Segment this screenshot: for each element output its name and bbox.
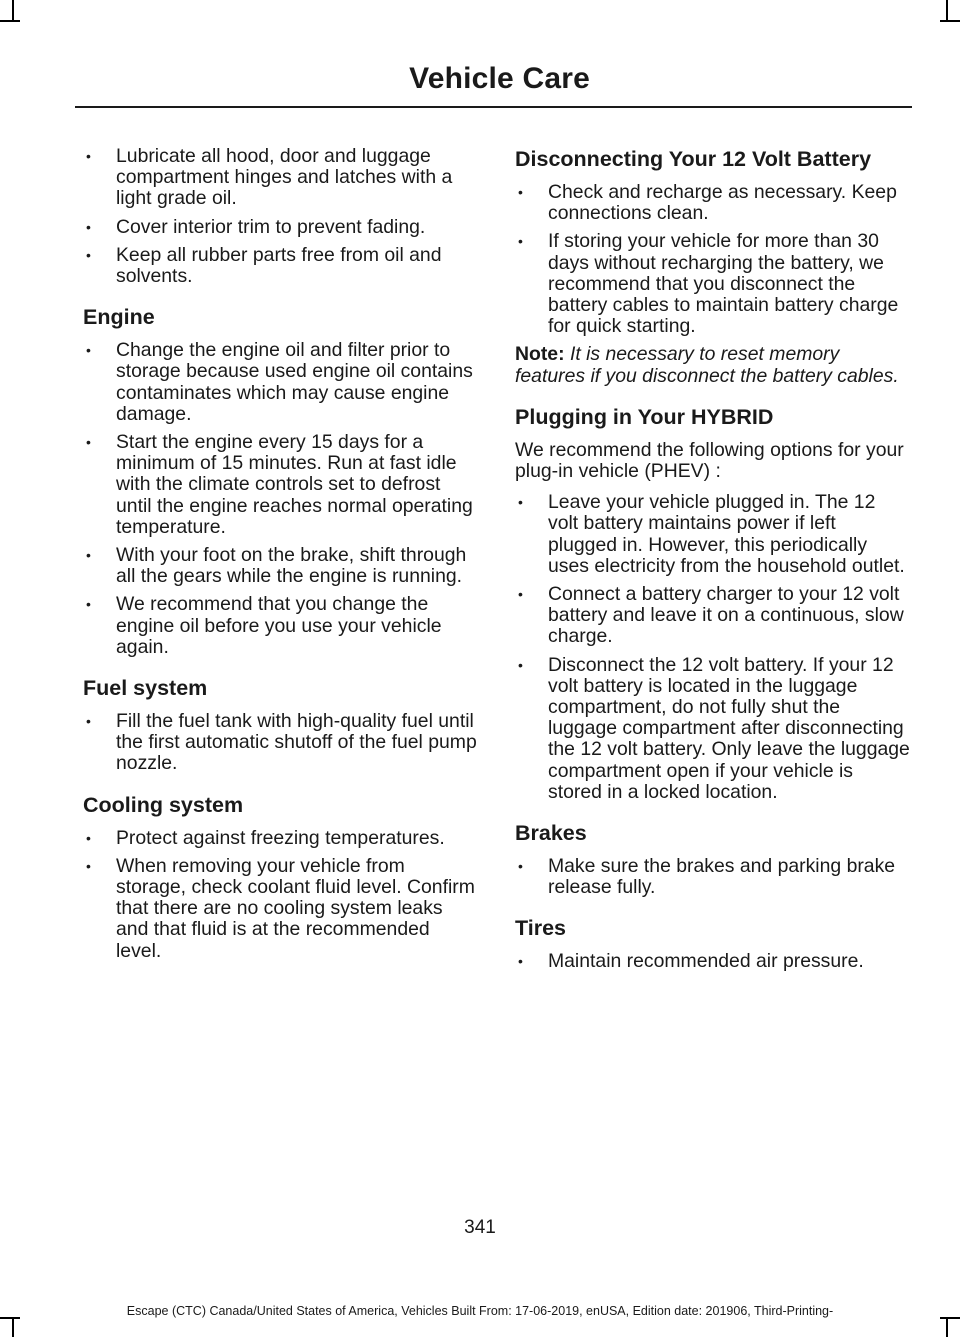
list-item: • Change the engine oil and filter prior to storage because used engine oil contains contaminates which may cause engine damage. (83, 340, 478, 425)
list-item: • Maintain recommended air pressure. (515, 951, 910, 972)
crop-mark (946, 0, 948, 20)
crop-mark (0, 20, 20, 22)
section-heading-battery: Disconnecting Your 12 Volt Battery (515, 147, 872, 171)
brakes-list (515, 856, 910, 898)
section-heading-brakes: Brakes (515, 821, 587, 846)
list-item: • Disconnect the 12 volt battery. If your 12 volt battery is located in the luggage compartment, do not fully shut the luggage compartment after disconnecting the 12 volt battery. Only leave the luggage compartment open if your vehicle is stored in a locked location. (515, 655, 910, 803)
section-heading-engine: Engine (83, 305, 155, 330)
list-item: • When removing your vehicle from storage, check coolant fluid level. Confirm that there are no cooling system leaks and that fluid is at the recommended level. (83, 856, 478, 962)
note-label: Note: (515, 343, 565, 366)
header-divider (75, 106, 912, 108)
intro-list (83, 146, 478, 287)
crop-mark (12, 0, 14, 20)
list-item: • Start the engine every 15 days for a minimum of 15 minutes. Run at fast idle with the climate controls set to defrost until the engine reaches normal operating temperature. (83, 432, 478, 538)
list-item: • Leave your vehicle plugged in. The 12 volt battery maintains power if left plugged in. However, this periodically uses electricity from the household outlet. (515, 492, 910, 577)
hybrid-list (515, 492, 910, 803)
section-heading-fuel-system: Fuel system (83, 676, 208, 701)
engine-list (83, 340, 478, 658)
section-heading-tires: Tires (515, 916, 566, 941)
list-item: • If storing your vehicle for more than 30 days without recharging the battery, we recommend that you disconnect the battery cables to maintain battery charge for quick starting. (515, 231, 910, 337)
section-heading-cooling-system: Cooling system (83, 792, 244, 817)
list-item: • Cover interior trim to prevent fading. (83, 217, 478, 238)
crop-mark (12, 1317, 14, 1337)
note-text: It is necessary to reset memory features if you disconnect the battery cables. (515, 343, 899, 387)
section-heading-hybrid: Plugging in Your HYBRID (515, 404, 774, 429)
tires-list (515, 951, 910, 972)
footer-edition-text: Escape (CTC) Canada/United States of America, Vehicles Built From: 17-06-2019, enUSA, Edition date: 201906, Third-Printing- (126, 1304, 834, 1318)
list-item: • With your foot on the brake, shift through all the gears while the engine is running. (83, 545, 478, 587)
crop-mark (946, 1317, 948, 1337)
list-item: • Check and recharge as necessary. Keep connections clean. (515, 182, 910, 224)
list-item: • Lubricate all hood, door and luggage compartment hinges and latches with a light grade oil. (83, 146, 478, 210)
hybrid-intro: We recommend the following options for your plug-in vehicle (PHEV) : (515, 438, 904, 483)
list-item: • Protect against freezing temperatures. (83, 828, 478, 849)
fuel-list (83, 711, 478, 775)
left-column (83, 146, 478, 969)
list-item: • Make sure the brakes and parking brake release fully. (515, 856, 910, 898)
crop-mark (940, 20, 960, 22)
battery-note (515, 344, 910, 386)
list-item: • We recommend that you change the engine oil before you use your vehicle again. (83, 594, 478, 658)
list-item: • Fill the fuel tank with high-quality fuel until the first automatic shutoff of the fuel pump nozzle. (83, 711, 478, 775)
cooling-list (83, 828, 478, 962)
page-title: Vehicle Care (409, 62, 590, 95)
list-item: • Connect a battery charger to your 12 volt battery and leave it on a continuous, slow charge. (515, 584, 910, 648)
battery-list (515, 182, 910, 337)
page-number: 341 (464, 1217, 496, 1238)
list-item: • Keep all rubber parts free from oil and solvents. (83, 245, 478, 287)
right-column (515, 146, 910, 980)
